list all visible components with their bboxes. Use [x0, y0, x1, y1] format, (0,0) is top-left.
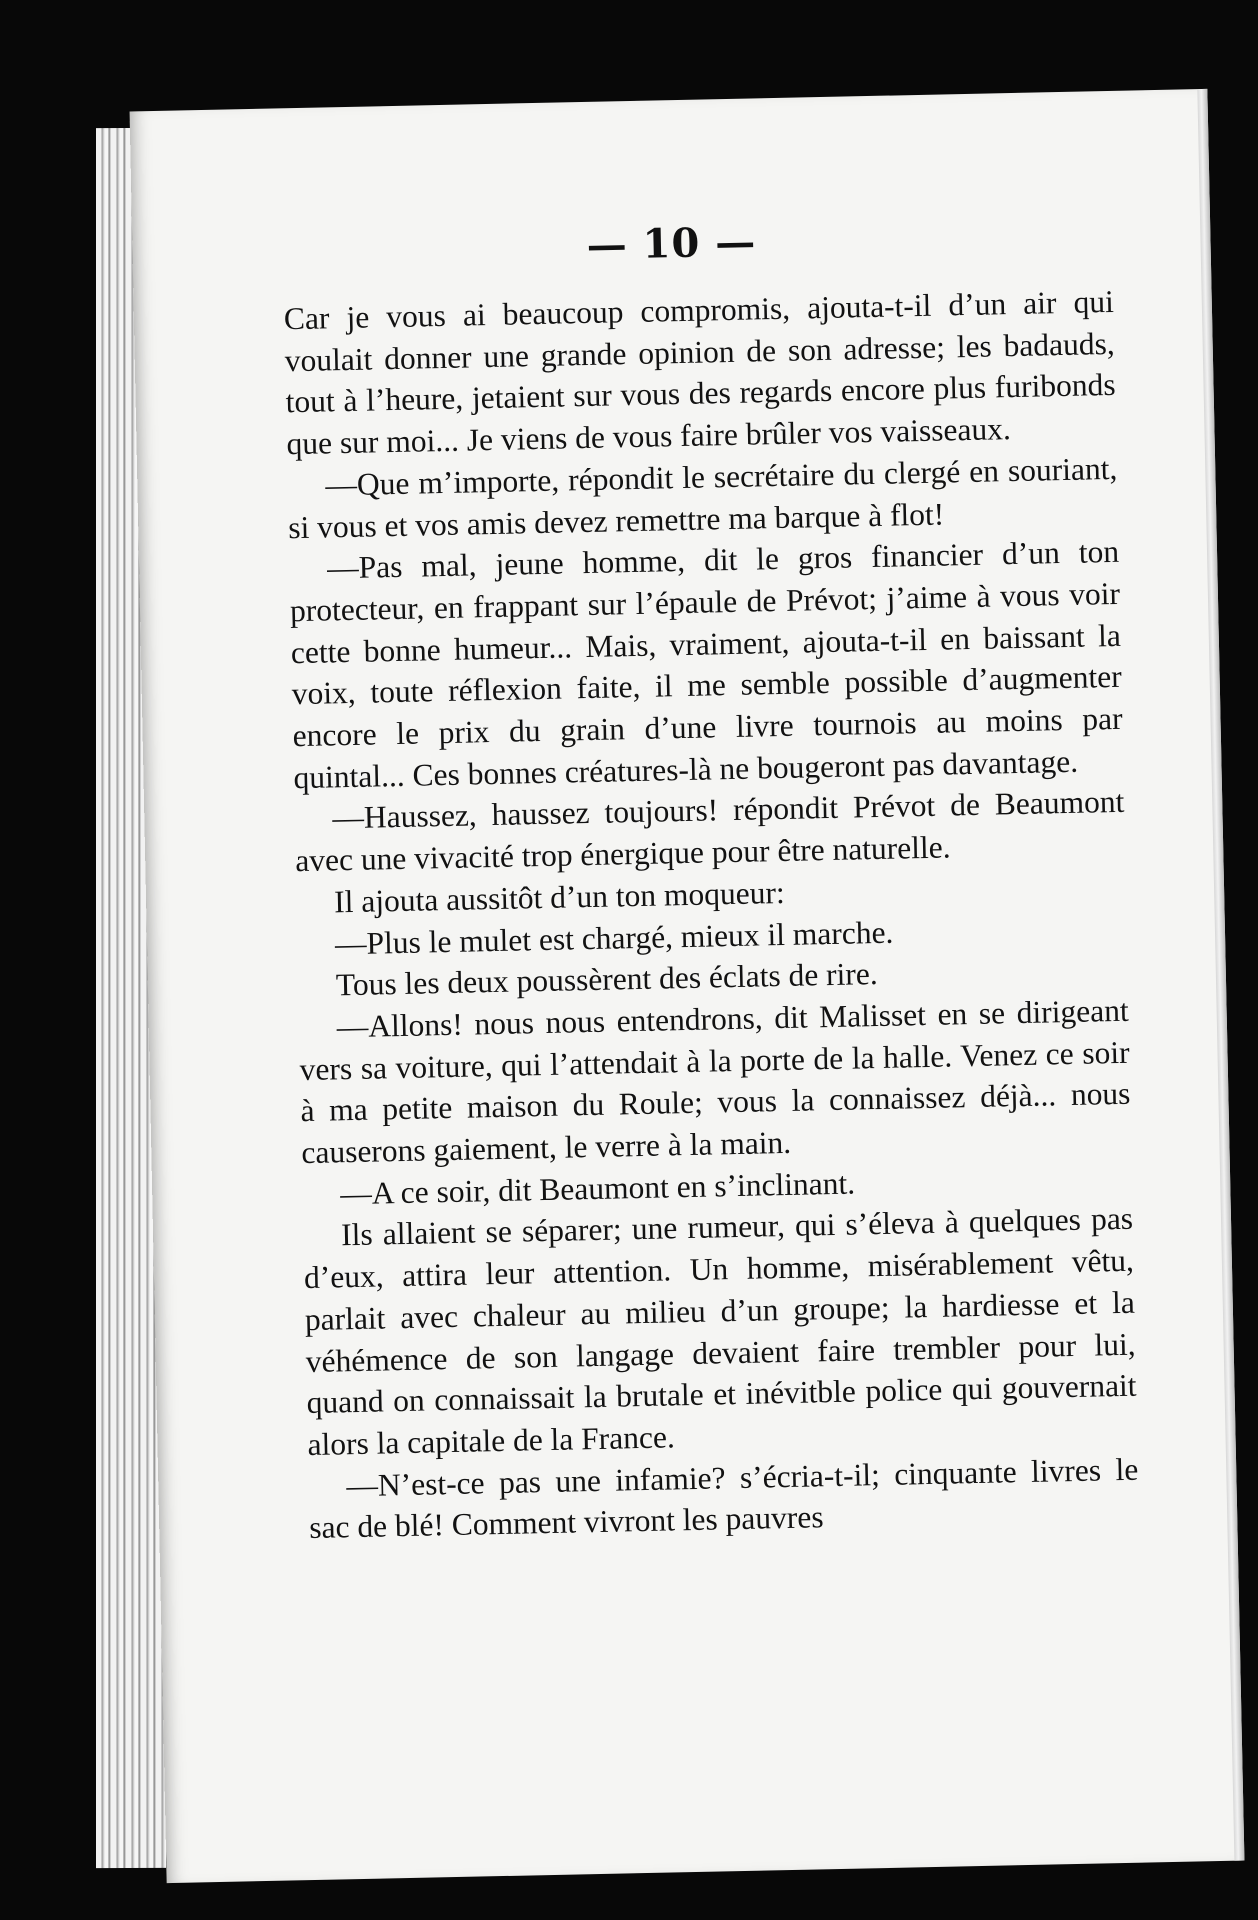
paragraph: Car je vous ai beaucoup compromis, ajouta-t-il d’un air qui voulait donner une grande opinion de son adresse; les badauds, tout à l’heure, jetaient sur vous des regards encore plus furibonds que sur moi... Je viens de vous faire brûler vos vaisseaux. [283, 283, 1116, 462]
paragraph: —N’est-ce pas une infamie? s’écria-t-il; cinquante livres le sac de blé! Comment vivront les pauvres [308, 1451, 1139, 1546]
paragraph: —Allons! nous nous entendrons, dit Malisset en se dirigeant vers sa voiture, qui l’attendait à la porte de la halle. Venez ce soir à ma petite maison du Roule; vous la connaissez déjà... nous causerons gaiement, le verre à la main. [299, 992, 1131, 1171]
paragraph: —Plus le mulet est chargé, mieux il marche. [334, 914, 894, 961]
paragraph: —Que m’importe, répondit le secrétaire du clergé en souriant, si vous et vos amis devez remettre ma barque à flot! [287, 450, 1118, 545]
paragraph: —Pas mal, jeune homme, dit le gros financier d’un ton protecteur, en frappant sur l’épaule de Prévot; j’aime à vous voir cette bonne humeur... Mais, vraiment, ajouta-t-il en baissant la voix, toute réflexion faite, il me semble possible d’augmenter encore le prix du grain d’une livre tournois au moins par quintal... Ces bonnes créatures-là ne bougeront pas davantage. [289, 534, 1123, 795]
paragraph: Il ajouta aussitôt d’un ton moqueur: [333, 874, 785, 920]
paragraph: —Haussez, haussez toujours! répondit Prévot de Beaumont avec une vivacité trop énergique pour être naturelle. [294, 784, 1125, 879]
paragraph: Tous les deux poussèrent des éclats de rire. [335, 956, 879, 1003]
page-text [284, 281, 1140, 1549]
paragraph: —A ce soir, dit Beaumont en s’inclinant. [339, 1165, 856, 1212]
paragraph: Ils allaient se séparer; une rumeur, qui s’éleva à quelques pas d’eux, attira leur attention. Un homme, misérablement vêtu, parlait avec chaleur au milieu d’un groupe; la hardiesse et la véhémence de son langage devaient faire trembler pour lui, quand on connaissait la brutale et inévitble police qui gouvernait alors la capitale de la France. [303, 1201, 1137, 1463]
book-page [130, 89, 1245, 1883]
page-number: — 10 — [586, 218, 757, 269]
